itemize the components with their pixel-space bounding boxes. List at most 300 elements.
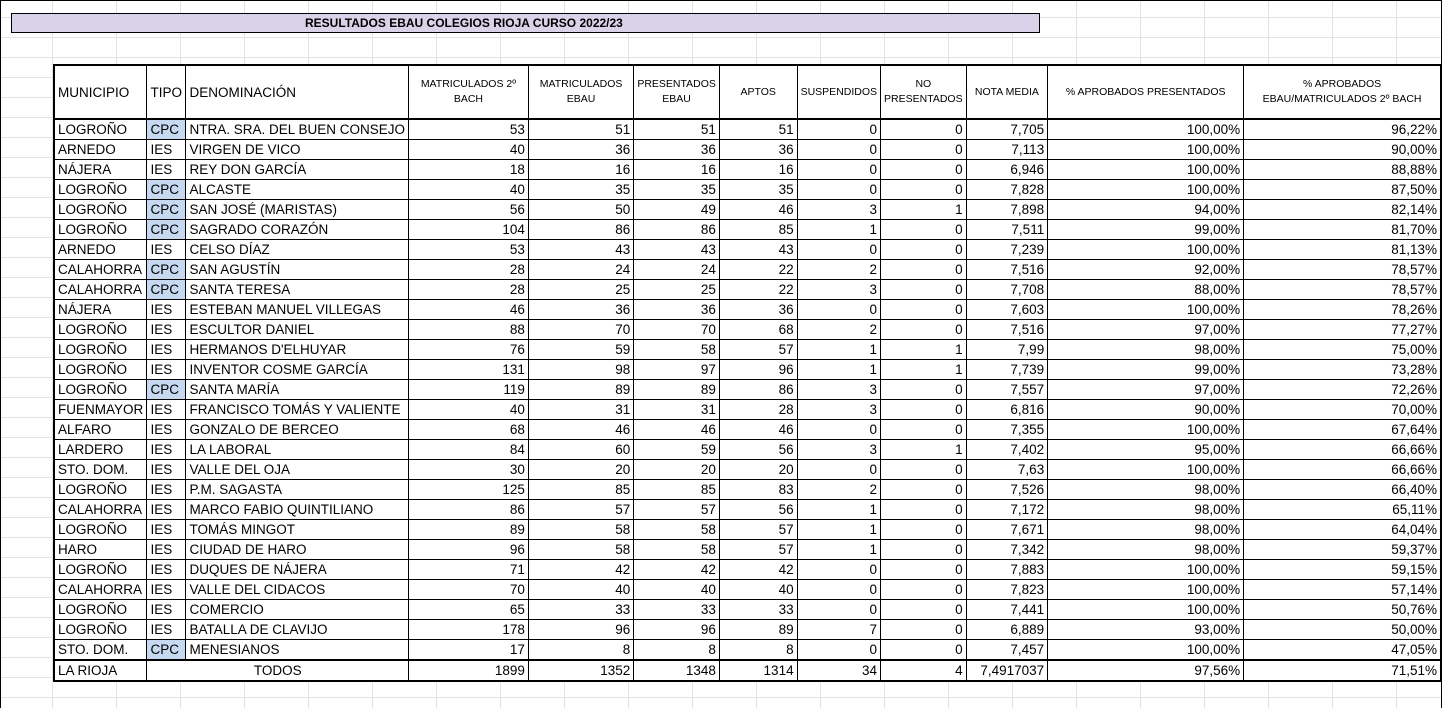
- denominacion-cell[interactable]: GONZALO DE BERCEO: [186, 420, 409, 440]
- denominacion-cell[interactable]: VIRGEN DE VICO: [186, 140, 409, 160]
- matriculados-2bach-cell[interactable]: 68: [409, 420, 529, 440]
- matriculados-2bach-cell[interactable]: 70: [409, 580, 529, 600]
- aptos-cell[interactable]: 56: [719, 440, 797, 460]
- header-matriculados-2bach[interactable]: MATRICULADOS 2º BACH: [409, 65, 529, 119]
- no-presentados-cell[interactable]: 0: [881, 140, 967, 160]
- suspendidos-cell[interactable]: 0: [797, 560, 880, 580]
- municipio-cell[interactable]: LOGROÑO: [54, 180, 147, 200]
- suspendidos-cell[interactable]: 0: [797, 160, 880, 180]
- nota-media-cell[interactable]: 7,342: [966, 540, 1048, 560]
- denominacion-cell[interactable]: P.M. SAGASTA: [186, 480, 409, 500]
- matriculados-ebau-cell[interactable]: 59: [528, 340, 633, 360]
- aptos-cell[interactable]: 68: [719, 320, 797, 340]
- suspendidos-cell[interactable]: 3: [797, 380, 880, 400]
- presentados-ebau-cell[interactable]: 25: [634, 280, 720, 300]
- total-region-cell[interactable]: LA RIOJA: [54, 660, 147, 681]
- pct-aprobados-matriculados-cell[interactable]: 70,00%: [1244, 400, 1441, 420]
- municipio-cell[interactable]: CALAHORRA: [54, 500, 147, 520]
- nota-media-cell[interactable]: 6,816: [966, 400, 1048, 420]
- no-presentados-cell[interactable]: 0: [881, 520, 967, 540]
- denominacion-cell[interactable]: SAGRADO CORAZÓN: [186, 220, 409, 240]
- tipo-cell[interactable]: CPC: [147, 180, 186, 200]
- pct-aprobados-matriculados-cell[interactable]: 50,76%: [1244, 600, 1441, 620]
- header-aptos[interactable]: APTOS: [719, 65, 797, 119]
- matriculados-ebau-cell[interactable]: 89: [528, 380, 633, 400]
- matriculados-ebau-cell[interactable]: 8: [528, 640, 633, 661]
- suspendidos-cell[interactable]: 1: [797, 520, 880, 540]
- denominacion-cell[interactable]: LA LABORAL: [186, 440, 409, 460]
- aptos-cell[interactable]: 56: [719, 500, 797, 520]
- pct-aprobados-matriculados-cell[interactable]: 88,88%: [1244, 160, 1441, 180]
- nota-media-cell[interactable]: 7,457: [966, 640, 1048, 661]
- municipio-cell[interactable]: LARDERO: [54, 440, 147, 460]
- denominacion-cell[interactable]: ALCASTE: [186, 180, 409, 200]
- pct-aprobados-matriculados-cell[interactable]: 78,57%: [1244, 260, 1441, 280]
- aptos-cell[interactable]: 96: [719, 360, 797, 380]
- suspendidos-cell[interactable]: 0: [797, 420, 880, 440]
- nota-media-cell[interactable]: 7,557: [966, 380, 1048, 400]
- aptos-cell[interactable]: 35: [719, 180, 797, 200]
- matriculados-ebau-cell[interactable]: 20: [528, 460, 633, 480]
- tipo-cell[interactable]: IES: [147, 140, 186, 160]
- no-presentados-cell[interactable]: 0: [881, 580, 967, 600]
- nota-media-cell[interactable]: 7,355: [966, 420, 1048, 440]
- tipo-cell[interactable]: CPC: [147, 260, 186, 280]
- matriculados-ebau-cell[interactable]: 33: [528, 600, 633, 620]
- matriculados-ebau-cell[interactable]: 51: [528, 119, 633, 140]
- matriculados-2bach-cell[interactable]: 40: [409, 400, 529, 420]
- tipo-cell[interactable]: CPC: [147, 280, 186, 300]
- nota-media-cell[interactable]: 7,516: [966, 260, 1048, 280]
- nota-media-cell[interactable]: 7,402: [966, 440, 1048, 460]
- matriculados-ebau-cell[interactable]: 40: [528, 580, 633, 600]
- aptos-cell[interactable]: 85: [719, 220, 797, 240]
- pct-aprobados-matriculados-cell[interactable]: 73,28%: [1244, 360, 1441, 380]
- total-presentados-ebau-cell[interactable]: 1348: [634, 660, 720, 681]
- denominacion-cell[interactable]: MENESIANOS: [186, 640, 409, 661]
- presentados-ebau-cell[interactable]: 57: [634, 500, 720, 520]
- matriculados-2bach-cell[interactable]: 84: [409, 440, 529, 460]
- no-presentados-cell[interactable]: 1: [881, 340, 967, 360]
- no-presentados-cell[interactable]: 0: [881, 620, 967, 640]
- aptos-cell[interactable]: 20: [719, 460, 797, 480]
- municipio-cell[interactable]: LOGROÑO: [54, 380, 147, 400]
- total-no-presentados-cell[interactable]: 4: [881, 660, 967, 681]
- pct-aprobados-presentados-cell[interactable]: 97,00%: [1048, 380, 1244, 400]
- matriculados-ebau-cell[interactable]: 86: [528, 220, 633, 240]
- no-presentados-cell[interactable]: 0: [881, 400, 967, 420]
- denominacion-cell[interactable]: BATALLA DE CLAVIJO: [186, 620, 409, 640]
- pct-aprobados-presentados-cell[interactable]: 98,00%: [1048, 480, 1244, 500]
- municipio-cell[interactable]: LOGROÑO: [54, 600, 147, 620]
- tipo-cell[interactable]: IES: [147, 360, 186, 380]
- nota-media-cell[interactable]: 7,441: [966, 600, 1048, 620]
- presentados-ebau-cell[interactable]: 59: [634, 440, 720, 460]
- no-presentados-cell[interactable]: 0: [881, 280, 967, 300]
- matriculados-ebau-cell[interactable]: 46: [528, 420, 633, 440]
- no-presentados-cell[interactable]: 0: [881, 380, 967, 400]
- tipo-cell[interactable]: IES: [147, 480, 186, 500]
- denominacion-cell[interactable]: FRANCISCO TOMÁS Y VALIENTE: [186, 400, 409, 420]
- no-presentados-cell[interactable]: 0: [881, 460, 967, 480]
- presentados-ebau-cell[interactable]: 58: [634, 540, 720, 560]
- pct-aprobados-matriculados-cell[interactable]: 66,66%: [1244, 460, 1441, 480]
- pct-aprobados-matriculados-cell[interactable]: 90,00%: [1244, 140, 1441, 160]
- suspendidos-cell[interactable]: 3: [797, 280, 880, 300]
- suspendidos-cell[interactable]: 1: [797, 340, 880, 360]
- pct-aprobados-presentados-cell[interactable]: 100,00%: [1048, 119, 1244, 140]
- nota-media-cell[interactable]: 7,739: [966, 360, 1048, 380]
- pct-aprobados-matriculados-cell[interactable]: 78,57%: [1244, 280, 1441, 300]
- total-matriculados-2bach-cell[interactable]: 1899: [409, 660, 529, 681]
- denominacion-cell[interactable]: SAN JOSÉ (MARISTAS): [186, 200, 409, 220]
- pct-aprobados-presentados-cell[interactable]: 100,00%: [1048, 460, 1244, 480]
- nota-media-cell[interactable]: 7,113: [966, 140, 1048, 160]
- aptos-cell[interactable]: 57: [719, 540, 797, 560]
- tipo-cell[interactable]: IES: [147, 420, 186, 440]
- matriculados-2bach-cell[interactable]: 40: [409, 140, 529, 160]
- municipio-cell[interactable]: LOGROÑO: [54, 560, 147, 580]
- suspendidos-cell[interactable]: 0: [797, 460, 880, 480]
- no-presentados-cell[interactable]: 0: [881, 480, 967, 500]
- total-todos-cell[interactable]: TODOS: [147, 660, 409, 681]
- municipio-cell[interactable]: NÁJERA: [54, 300, 147, 320]
- suspendidos-cell[interactable]: 0: [797, 640, 880, 661]
- municipio-cell[interactable]: STO. DOM.: [54, 640, 147, 661]
- suspendidos-cell[interactable]: 7: [797, 620, 880, 640]
- municipio-cell[interactable]: FUENMAYOR: [54, 400, 147, 420]
- suspendidos-cell[interactable]: 1: [797, 540, 880, 560]
- matriculados-2bach-cell[interactable]: 104: [409, 220, 529, 240]
- tipo-cell[interactable]: IES: [147, 400, 186, 420]
- matriculados-2bach-cell[interactable]: 125: [409, 480, 529, 500]
- suspendidos-cell[interactable]: 2: [797, 480, 880, 500]
- nota-media-cell[interactable]: 6,889: [966, 620, 1048, 640]
- denominacion-cell[interactable]: REY DON GARCÍA: [186, 160, 409, 180]
- aptos-cell[interactable]: 33: [719, 600, 797, 620]
- pct-aprobados-presentados-cell[interactable]: 98,00%: [1048, 540, 1244, 560]
- matriculados-ebau-cell[interactable]: 50: [528, 200, 633, 220]
- matriculados-2bach-cell[interactable]: 18: [409, 160, 529, 180]
- pct-aprobados-matriculados-cell[interactable]: 67,64%: [1244, 420, 1441, 440]
- matriculados-2bach-cell[interactable]: 53: [409, 119, 529, 140]
- nota-media-cell[interactable]: 7,883: [966, 560, 1048, 580]
- pct-aprobados-presentados-cell[interactable]: 100,00%: [1048, 160, 1244, 180]
- no-presentados-cell[interactable]: 0: [881, 220, 967, 240]
- denominacion-cell[interactable]: CELSO DÍAZ: [186, 240, 409, 260]
- presentados-ebau-cell[interactable]: 51: [634, 119, 720, 140]
- aptos-cell[interactable]: 28: [719, 400, 797, 420]
- matriculados-ebau-cell[interactable]: 36: [528, 140, 633, 160]
- total-pct-aprobados-matriculados-cell[interactable]: 71,51%: [1244, 660, 1441, 681]
- no-presentados-cell[interactable]: 0: [881, 560, 967, 580]
- denominacion-cell[interactable]: SANTA MARÍA: [186, 380, 409, 400]
- aptos-cell[interactable]: 36: [719, 300, 797, 320]
- nota-media-cell[interactable]: 7,603: [966, 300, 1048, 320]
- pct-aprobados-presentados-cell[interactable]: 95,00%: [1048, 440, 1244, 460]
- municipio-cell[interactable]: LOGROÑO: [54, 119, 147, 140]
- suspendidos-cell[interactable]: 2: [797, 320, 880, 340]
- presentados-ebau-cell[interactable]: 36: [634, 300, 720, 320]
- nota-media-cell[interactable]: 7,526: [966, 480, 1048, 500]
- tipo-cell[interactable]: IES: [147, 500, 186, 520]
- no-presentados-cell[interactable]: 0: [881, 420, 967, 440]
- matriculados-ebau-cell[interactable]: 35: [528, 180, 633, 200]
- matriculados-ebau-cell[interactable]: 58: [528, 540, 633, 560]
- aptos-cell[interactable]: 57: [719, 520, 797, 540]
- tipo-cell[interactable]: IES: [147, 560, 186, 580]
- presentados-ebau-cell[interactable]: 70: [634, 320, 720, 340]
- pct-aprobados-presentados-cell[interactable]: 99,00%: [1048, 220, 1244, 240]
- pct-aprobados-presentados-cell[interactable]: 97,00%: [1048, 320, 1244, 340]
- presentados-ebau-cell[interactable]: 89: [634, 380, 720, 400]
- matriculados-ebau-cell[interactable]: 60: [528, 440, 633, 460]
- presentados-ebau-cell[interactable]: 8: [634, 640, 720, 661]
- header-denominacion[interactable]: DENOMINACIÓN: [186, 65, 409, 119]
- nota-media-cell[interactable]: 7,99: [966, 340, 1048, 360]
- no-presentados-cell[interactable]: 0: [881, 260, 967, 280]
- matriculados-ebau-cell[interactable]: 85: [528, 480, 633, 500]
- nota-media-cell[interactable]: 7,705: [966, 119, 1048, 140]
- no-presentados-cell[interactable]: 0: [881, 160, 967, 180]
- tipo-cell[interactable]: IES: [147, 520, 186, 540]
- pct-aprobados-matriculados-cell[interactable]: 77,27%: [1244, 320, 1441, 340]
- suspendidos-cell[interactable]: 1: [797, 500, 880, 520]
- header-no-presentados[interactable]: NO PRESENTADOS: [881, 65, 967, 119]
- aptos-cell[interactable]: 22: [719, 260, 797, 280]
- presentados-ebau-cell[interactable]: 86: [634, 220, 720, 240]
- tipo-cell[interactable]: IES: [147, 240, 186, 260]
- presentados-ebau-cell[interactable]: 43: [634, 240, 720, 260]
- pct-aprobados-matriculados-cell[interactable]: 81,13%: [1244, 240, 1441, 260]
- presentados-ebau-cell[interactable]: 40: [634, 580, 720, 600]
- tipo-cell[interactable]: IES: [147, 600, 186, 620]
- municipio-cell[interactable]: LOGROÑO: [54, 360, 147, 380]
- nota-media-cell[interactable]: 7,828: [966, 180, 1048, 200]
- pct-aprobados-presentados-cell[interactable]: 99,00%: [1048, 360, 1244, 380]
- denominacion-cell[interactable]: TOMÁS MINGOT: [186, 520, 409, 540]
- presentados-ebau-cell[interactable]: 31: [634, 400, 720, 420]
- suspendidos-cell[interactable]: 2: [797, 260, 880, 280]
- no-presentados-cell[interactable]: 0: [881, 119, 967, 140]
- nota-media-cell[interactable]: 7,898: [966, 200, 1048, 220]
- denominacion-cell[interactable]: SANTA TERESA: [186, 280, 409, 300]
- pct-aprobados-matriculados-cell[interactable]: 59,37%: [1244, 540, 1441, 560]
- nota-media-cell[interactable]: 7,671: [966, 520, 1048, 540]
- pct-aprobados-presentados-cell[interactable]: 100,00%: [1048, 140, 1244, 160]
- municipio-cell[interactable]: LOGROÑO: [54, 340, 147, 360]
- tipo-cell[interactable]: IES: [147, 300, 186, 320]
- denominacion-cell[interactable]: ESTEBAN MANUEL VILLEGAS: [186, 300, 409, 320]
- no-presentados-cell[interactable]: 0: [881, 500, 967, 520]
- total-suspendidos-cell[interactable]: 34: [797, 660, 880, 681]
- municipio-cell[interactable]: LOGROÑO: [54, 220, 147, 240]
- presentados-ebau-cell[interactable]: 97: [634, 360, 720, 380]
- nota-media-cell[interactable]: 7,63: [966, 460, 1048, 480]
- sheet-title-cell[interactable]: [11, 13, 1040, 33]
- pct-aprobados-matriculados-cell[interactable]: 87,50%: [1244, 180, 1441, 200]
- aptos-cell[interactable]: 42: [719, 560, 797, 580]
- matriculados-ebau-cell[interactable]: 96: [528, 620, 633, 640]
- municipio-cell[interactable]: LOGROÑO: [54, 620, 147, 640]
- presentados-ebau-cell[interactable]: 36: [634, 140, 720, 160]
- aptos-cell[interactable]: 89: [719, 620, 797, 640]
- pct-aprobados-matriculados-cell[interactable]: 47,05%: [1244, 640, 1441, 661]
- presentados-ebau-cell[interactable]: 58: [634, 340, 720, 360]
- pct-aprobados-matriculados-cell[interactable]: 96,22%: [1244, 119, 1441, 140]
- aptos-cell[interactable]: 8: [719, 640, 797, 661]
- denominacion-cell[interactable]: VALLE DEL OJA: [186, 460, 409, 480]
- presentados-ebau-cell[interactable]: 85: [634, 480, 720, 500]
- pct-aprobados-matriculados-cell[interactable]: 66,66%: [1244, 440, 1441, 460]
- pct-aprobados-presentados-cell[interactable]: 88,00%: [1048, 280, 1244, 300]
- pct-aprobados-presentados-cell[interactable]: 100,00%: [1048, 420, 1244, 440]
- header-suspendidos[interactable]: SUSPENDIDOS: [797, 65, 880, 119]
- tipo-cell[interactable]: CPC: [147, 640, 186, 661]
- tipo-cell[interactable]: CPC: [147, 380, 186, 400]
- suspendidos-cell[interactable]: 0: [797, 180, 880, 200]
- header-tipo[interactable]: TIPO: [147, 65, 186, 119]
- pct-aprobados-matriculados-cell[interactable]: 59,15%: [1244, 560, 1441, 580]
- municipio-cell[interactable]: ALFARO: [54, 420, 147, 440]
- presentados-ebau-cell[interactable]: 49: [634, 200, 720, 220]
- nota-media-cell[interactable]: 7,516: [966, 320, 1048, 340]
- no-presentados-cell[interactable]: 0: [881, 180, 967, 200]
- pct-aprobados-presentados-cell[interactable]: 100,00%: [1048, 600, 1244, 620]
- aptos-cell[interactable]: 40: [719, 580, 797, 600]
- pct-aprobados-presentados-cell[interactable]: 98,00%: [1048, 340, 1244, 360]
- pct-aprobados-presentados-cell[interactable]: 92,00%: [1048, 260, 1244, 280]
- denominacion-cell[interactable]: CIUDAD DE HARO: [186, 540, 409, 560]
- suspendidos-cell[interactable]: 0: [797, 240, 880, 260]
- presentados-ebau-cell[interactable]: 33: [634, 600, 720, 620]
- pct-aprobados-presentados-cell[interactable]: 90,00%: [1048, 400, 1244, 420]
- suspendidos-cell[interactable]: 0: [797, 140, 880, 160]
- no-presentados-cell[interactable]: 0: [881, 300, 967, 320]
- matriculados-2bach-cell[interactable]: 30: [409, 460, 529, 480]
- pct-aprobados-matriculados-cell[interactable]: 50,00%: [1244, 620, 1441, 640]
- pct-aprobados-matriculados-cell[interactable]: 57,14%: [1244, 580, 1441, 600]
- presentados-ebau-cell[interactable]: 46: [634, 420, 720, 440]
- pct-aprobados-matriculados-cell[interactable]: 72,26%: [1244, 380, 1441, 400]
- nota-media-cell[interactable]: 7,172: [966, 500, 1048, 520]
- denominacion-cell[interactable]: INVENTOR COSME GARCÍA: [186, 360, 409, 380]
- matriculados-2bach-cell[interactable]: 46: [409, 300, 529, 320]
- denominacion-cell[interactable]: ESCULTOR DANIEL: [186, 320, 409, 340]
- denominacion-cell[interactable]: MARCO FABIO QUINTILIANO: [186, 500, 409, 520]
- tipo-cell[interactable]: IES: [147, 160, 186, 180]
- matriculados-ebau-cell[interactable]: 70: [528, 320, 633, 340]
- aptos-cell[interactable]: 46: [719, 420, 797, 440]
- total-matriculados-ebau-cell[interactable]: 1352: [528, 660, 633, 681]
- pct-aprobados-presentados-cell[interactable]: 100,00%: [1048, 580, 1244, 600]
- tipo-cell[interactable]: IES: [147, 580, 186, 600]
- suspendidos-cell[interactable]: 0: [797, 119, 880, 140]
- suspendidos-cell[interactable]: 0: [797, 600, 880, 620]
- total-nota-media-cell[interactable]: 7,4917037: [966, 660, 1048, 681]
- no-presentados-cell[interactable]: 0: [881, 540, 967, 560]
- pct-aprobados-presentados-cell[interactable]: 100,00%: [1048, 240, 1244, 260]
- aptos-cell[interactable]: 16: [719, 160, 797, 180]
- pct-aprobados-matriculados-cell[interactable]: 66,40%: [1244, 480, 1441, 500]
- header-matriculados-ebau[interactable]: MATRICULADOS EBAU: [528, 65, 633, 119]
- denominacion-cell[interactable]: DUQUES DE NÁJERA: [186, 560, 409, 580]
- suspendidos-cell[interactable]: 0: [797, 300, 880, 320]
- municipio-cell[interactable]: CALAHORRA: [54, 280, 147, 300]
- municipio-cell[interactable]: LOGROÑO: [54, 320, 147, 340]
- suspendidos-cell[interactable]: 3: [797, 400, 880, 420]
- presentados-ebau-cell[interactable]: 20: [634, 460, 720, 480]
- aptos-cell[interactable]: 51: [719, 119, 797, 140]
- tipo-cell[interactable]: IES: [147, 440, 186, 460]
- pct-aprobados-presentados-cell[interactable]: 98,00%: [1048, 520, 1244, 540]
- header-pct-aprobados-presentados[interactable]: % APROBADOS PRESENTADOS: [1048, 65, 1244, 119]
- header-municipio[interactable]: MUNICIPIO: [54, 65, 147, 119]
- tipo-cell[interactable]: IES: [147, 460, 186, 480]
- matriculados-ebau-cell[interactable]: 58: [528, 520, 633, 540]
- tipo-cell[interactable]: CPC: [147, 119, 186, 140]
- matriculados-ebau-cell[interactable]: 42: [528, 560, 633, 580]
- matriculados-ebau-cell[interactable]: 43: [528, 240, 633, 260]
- matriculados-ebau-cell[interactable]: 98: [528, 360, 633, 380]
- matriculados-2bach-cell[interactable]: 71: [409, 560, 529, 580]
- matriculados-2bach-cell[interactable]: 28: [409, 260, 529, 280]
- no-presentados-cell[interactable]: 0: [881, 320, 967, 340]
- pct-aprobados-matriculados-cell[interactable]: 64,04%: [1244, 520, 1441, 540]
- header-nota-media[interactable]: NOTA MEDIA: [966, 65, 1048, 119]
- tipo-cell[interactable]: IES: [147, 540, 186, 560]
- aptos-cell[interactable]: 43: [719, 240, 797, 260]
- presentados-ebau-cell[interactable]: 16: [634, 160, 720, 180]
- matriculados-2bach-cell[interactable]: 40: [409, 180, 529, 200]
- suspendidos-cell[interactable]: 0: [797, 580, 880, 600]
- matriculados-2bach-cell[interactable]: 119: [409, 380, 529, 400]
- municipio-cell[interactable]: ARNEDO: [54, 240, 147, 260]
- pct-aprobados-matriculados-cell[interactable]: 65,11%: [1244, 500, 1441, 520]
- presentados-ebau-cell[interactable]: 35: [634, 180, 720, 200]
- aptos-cell[interactable]: 36: [719, 140, 797, 160]
- denominacion-cell[interactable]: HERMANOS D'ELHUYAR: [186, 340, 409, 360]
- matriculados-2bach-cell[interactable]: 76: [409, 340, 529, 360]
- denominacion-cell[interactable]: VALLE DEL CIDACOS: [186, 580, 409, 600]
- matriculados-2bach-cell[interactable]: 96: [409, 540, 529, 560]
- presentados-ebau-cell[interactable]: 58: [634, 520, 720, 540]
- nota-media-cell[interactable]: 7,239: [966, 240, 1048, 260]
- pct-aprobados-presentados-cell[interactable]: 94,00%: [1048, 200, 1244, 220]
- nota-media-cell[interactable]: 7,511: [966, 220, 1048, 240]
- denominacion-cell[interactable]: COMERCIO: [186, 600, 409, 620]
- matriculados-ebau-cell[interactable]: 57: [528, 500, 633, 520]
- no-presentados-cell[interactable]: 0: [881, 240, 967, 260]
- total-pct-aprobados-presentados-cell[interactable]: 97,56%: [1048, 660, 1244, 681]
- matriculados-ebau-cell[interactable]: 25: [528, 280, 633, 300]
- matriculados-2bach-cell[interactable]: 65: [409, 600, 529, 620]
- matriculados-2bach-cell[interactable]: 178: [409, 620, 529, 640]
- municipio-cell[interactable]: ARNEDO: [54, 140, 147, 160]
- suspendidos-cell[interactable]: 3: [797, 440, 880, 460]
- municipio-cell[interactable]: CALAHORRA: [54, 580, 147, 600]
- pct-aprobados-presentados-cell[interactable]: 93,00%: [1048, 620, 1244, 640]
- pct-aprobados-presentados-cell[interactable]: 100,00%: [1048, 300, 1244, 320]
- suspendidos-cell[interactable]: 1: [797, 220, 880, 240]
- presentados-ebau-cell[interactable]: 96: [634, 620, 720, 640]
- no-presentados-cell[interactable]: 0: [881, 640, 967, 661]
- pct-aprobados-presentados-cell[interactable]: 100,00%: [1048, 640, 1244, 661]
- no-presentados-cell[interactable]: 1: [881, 360, 967, 380]
- no-presentados-cell[interactable]: 1: [881, 440, 967, 460]
- matriculados-2bach-cell[interactable]: 88: [409, 320, 529, 340]
- total-aptos-cell[interactable]: 1314: [719, 660, 797, 681]
